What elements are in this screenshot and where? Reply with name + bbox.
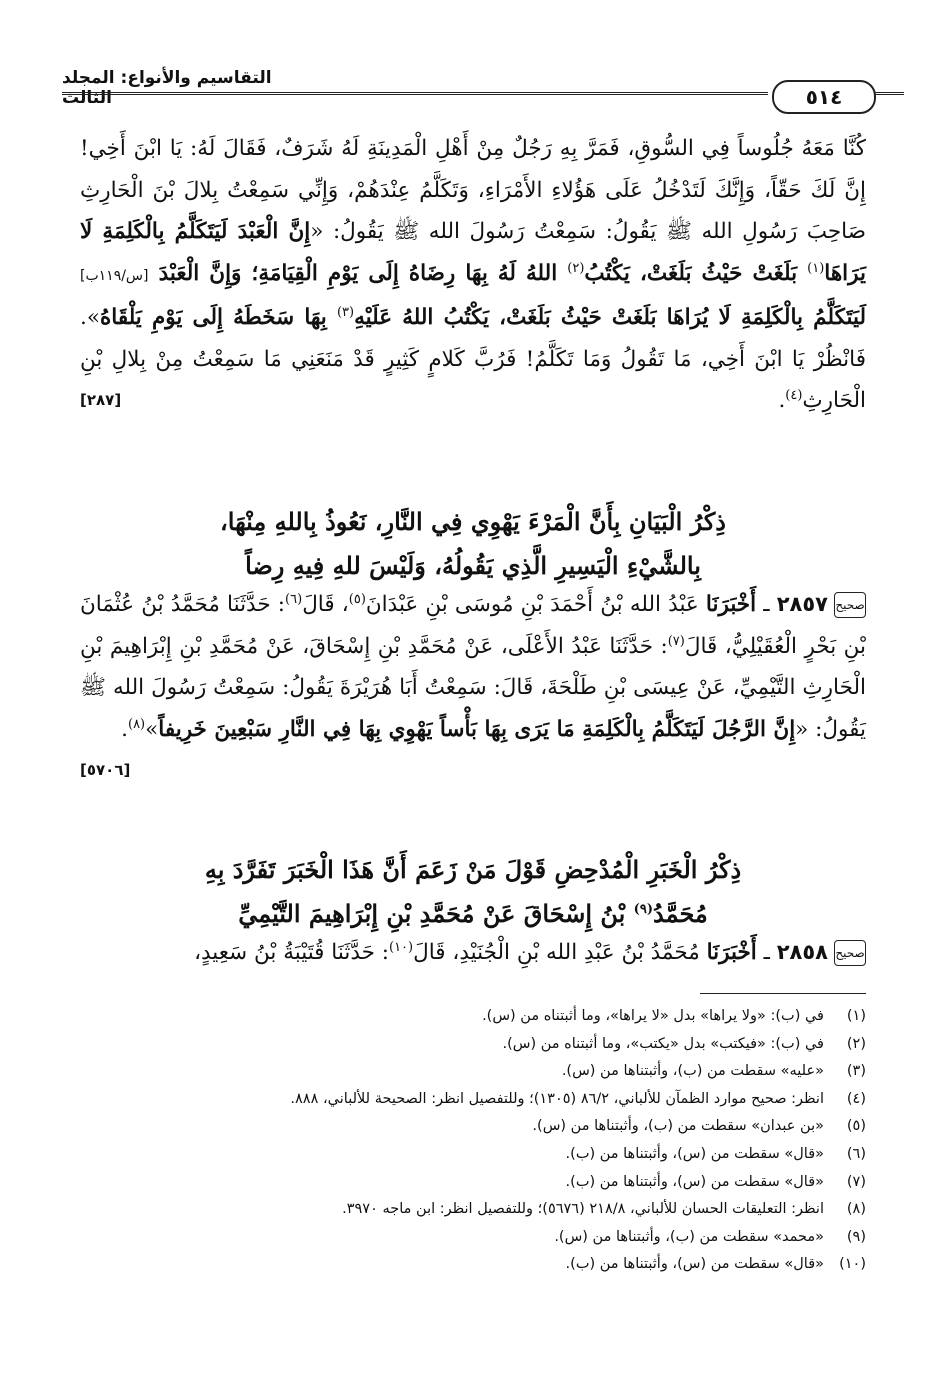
hadith-text: لَيَتَكَلَّمُ بِالْكَلِمَةِ لَا يُرَاهَا بَلَغَتْ حَيْثُ بَلَغَتْ، يَكْتُبُ اللهُ عَلَيْهِ — [354, 305, 866, 330]
chapter-heading-text: بْنُ إِسْحَاقَ عَنْ مُحَمَّدِ بْنِ إِبْرَاهِيمَ التَّيْمِيِّ — [238, 899, 634, 928]
chapter-heading-line: بِالشَّيْءِ الْيَسِيرِ الَّذِي يَقُولُهُ، وَلَيْسَ للهِ فِيهِ رِضاً — [245, 551, 701, 580]
grading-badge: صحيح — [834, 940, 866, 966]
grading-badge: صحيح — [834, 592, 866, 618]
paragraph — [80, 128, 866, 422]
footnote-number: (٩) — [846, 1228, 866, 1245]
footnote-ref[interactable]: (٦) — [285, 591, 303, 607]
isnad-text: مُحَمَّدُ بْنُ عَبْدِ الله بْنِ الْجُنَيْدِ، قَالَ — [413, 940, 707, 965]
footnote-ref[interactable]: (٢) — [567, 260, 585, 276]
footnote-number: (٢) — [846, 1035, 866, 1052]
running-title: التقاسيم والأنواع: المجلد الثالث — [62, 68, 272, 108]
header-rule-end — [874, 92, 904, 95]
footnote — [80, 1141, 866, 1169]
manuscript-ref: [س/١١٩ب] — [80, 267, 149, 284]
period: . — [778, 388, 786, 413]
hadith-text: بَلَغَتْ حَيْثُ بَلَغَتْ، يَكْتُبُ — [584, 260, 808, 286]
footnote — [80, 1031, 866, 1059]
footnote-number: (١) — [846, 1008, 866, 1024]
footnote-text: «محمد» سقطت من (ب)، وأثبتناها من (س). — [554, 1228, 824, 1245]
footnote-ref[interactable]: (٤) — [785, 387, 803, 403]
chapter-heading-line: ذِكْرُ الْبَيَانِ بِأَنَّ الْمَرْءَ يَهْوِي فِي النَّارِ، نَعُوذُ بِاللهِ مِنْهَا، — [220, 507, 726, 536]
footnote-ref[interactable]: (١٠) — [388, 939, 414, 955]
isnad-start: أَخْبَرَنَا — [705, 592, 757, 617]
isnad-text: عَبْدُ الله بْنُ أَحْمَدَ بْنِ مُوسَى بْنِ عَبْدَانَ — [365, 592, 706, 617]
footnote-divider — [700, 993, 866, 994]
hadith-text: إِنَّ الرَّجُلَ لَيَتَكَلَّمُ بِالْكَلِمَةِ مَا يَرَى بِهَا بَأْساً يَهْوِي بِهَا فِي النَّارِ سَبْعِينَ خَرِيفاً — [158, 716, 796, 742]
chapter-heading — [80, 500, 866, 588]
footnote — [80, 1251, 866, 1279]
isnad-text: ، قَالَ — [302, 592, 349, 617]
footnote-ref[interactable]: (١) — [807, 260, 825, 276]
hadith-entry-2858: صحيح٢٨٥٨ ـ أَخْبَرَنَا مُحَمَّدُ بْنُ عَبْدِ الله بْنِ الْجُنَيْدِ، قَالَ$^{(١٠)}$: حَدَّثَنَا قُتَيْبَةُ بْنُ سَعِيدٍ، — [194, 939, 865, 965]
isnad-start: أَخْبَرَنَا — [706, 940, 757, 965]
hadith-text: بِهَا سَخَطَهُ إِلَى يَوْمِ يَلْقَاهُ — [100, 305, 337, 330]
footnote-number: (٦) — [846, 1145, 866, 1162]
narration-text: ». فَانْظُرْ يَا ابْنَ أَخِي، مَا تَقُولُ وَمَا تَكَلَّمُ! فَرُبَّ كَلامٍ كَثِيرٍ قَدْ مَنَعَنِي مَا سَمِعْتُ مِنْ بِلالِ بْنِ الْحَارِثِ — [80, 305, 866, 413]
footnote-number: (٣) — [846, 1063, 866, 1080]
footnote — [80, 1169, 866, 1197]
footnote-number: (١٠) — [839, 1256, 866, 1273]
footnote — [80, 1003, 866, 1031]
footnote-ref[interactable]: (٩) — [633, 902, 653, 917]
footnote-text: «قال» سقطت من (س)، وأثبتناها من (ب). — [565, 1256, 824, 1273]
footnote — [80, 1196, 866, 1224]
hadith-text: اللهُ لَهُ بِهَا رِضَاهُ إِلَى يَوْمِ الْقِيَامَةِ؛ وَإِنَّ الْعَبْدَ — [148, 260, 568, 286]
footnote-number: (٤) — [846, 1090, 866, 1107]
footnote-text: في (ب): «ولا يراها» بدل «لا يراها»، وما أثبتناه من (س). — [482, 1008, 824, 1024]
isnad-text: : حَدَّثَنَا عَبْدُ الأَعْلَى، عَنْ مُحَمَّدِ بْنِ إِسْحَاقَ، عَنْ مُحَمَّدِ بْنِ إِبْرَاهِيمَ بْنِ الْحَارِثِ التَّيْمِيِّ، عَنْ عِيسَى بْنِ طَلْحَةَ، قَالَ: سَمِعْتُ أَبَا هُرَيْرَةَ يَقُولُ: سَمِعْتُ رَسُولَ الله ﷺ يَقُولُ: « — [80, 633, 866, 742]
footnote — [80, 1086, 866, 1114]
hadith-number: ٢٨٥٨ — [776, 940, 828, 964]
footnote-number: (٥) — [846, 1118, 866, 1135]
chapter-heading-text: مُحَمَّدُ — [652, 899, 708, 928]
period: . — [121, 716, 128, 742]
footnote-text: انظر: صحيح موارد الظمآن للألباني، ٨٦/٢ (١٣٠٥)؛ وللتفصيل انظر: الصحيحة للألباني، ٨٨٨. — [290, 1090, 824, 1107]
footnote-text: «بن عبدان» سقطت من (ب)، وأثبتناها من (س). — [532, 1118, 824, 1135]
footnote-number: (٧) — [846, 1173, 866, 1190]
page-header — [62, 62, 884, 114]
footnote-text: «قال» سقطت من (س)، وأثبتناها من (ب). — [565, 1173, 824, 1190]
hadith-number: ٢٨٥٧ — [776, 592, 828, 616]
hadith-entry-2857: صحيح٢٨٥٧ ـ أَخْبَرَنَا عَبْدُ الله بْنُ أَحْمَدَ بْنِ مُوسَى بْنِ عَبْدَانَ$^{(٥)}$، قَالَ$^{(٦)}$: حَدَّثَنَا مُحَمَّدُ بْنُ عُثْمَانَ بْنِ بَحْرٍ الْعُقَيْلِيُّ، قَالَ$^{(٧)}$: حَدَّثَنَا عَبْدُ الأَعْلَى، عَنْ مُحَمَّدِ بْنِ إِسْحَاقَ، عَنْ مُحَمَّدِ بْنِ إِبْرَاهِيمَ بْنِ الْحَارِثِ التَّيْمِيِّ، عَنْ عِيسَى بْنِ طَلْحَةَ، قَالَ: سَمِعْتُ أَبَا هُرَيْرَةَ يَقُولُ: سَمِعْتُ رَسُولَ الله ﷺ يَقُولُ: «إِنَّ الرَّجُلَ لَيَتَكَلَّمُ بِالْكَلِمَةِ مَا يَرَى بِهَا بَأْساً يَهْوِي بِهَا فِي النَّارِ سَبْعِينَ خَرِيفاً»$^{(٨)}$. [٥٧٠٦] — [80, 584, 866, 792]
footnote-ref[interactable]: (٣) — [336, 304, 355, 320]
isnad-text: : حَدَّثَنَا مُحَمَّدُ بْنُ عُثْمَانَ بْنِ بَحْرٍ الْعُقَيْلِيُّ، قَالَ — [80, 592, 867, 659]
chapter-heading-line — [80, 892, 866, 936]
footnote-ref[interactable]: (٧) — [667, 633, 685, 649]
cross-reference: [٥٧٠٦] — [80, 761, 131, 779]
continued-text — [80, 128, 866, 422]
footnotes-list — [80, 1003, 866, 1279]
footnote — [80, 1113, 866, 1141]
header-rule — [62, 92, 768, 95]
isnad-text: : حَدَّثَنَا قُتَيْبَةُ بْنُ سَعِيدٍ، — [194, 940, 389, 965]
cross-reference: [٢٨٧] — [80, 391, 122, 409]
page-number: ٥١٤ — [772, 80, 876, 114]
quote-close: » — [145, 716, 159, 742]
footnote-text: في (ب): «فيكتب» بدل «يكتب»، وما أثبتناه من (س). — [502, 1035, 824, 1052]
narration-text: كُنَّا مَعَهُ جُلُوساً فِي السُّوقِ، فَمَرَّ بِهِ رَجُلٌ مِنْ أَهْلِ الْمَدِينَةِ لَهُ شَرَفٌ، فَقَالَ لَهُ: يَا ابْنَ أَخِي! إِنَّ لَكَ حَقّاً، وَإِنَّكَ لَتَدْخُلُ عَلَى هَؤُلاءِ الأَمْرَاءِ، وَتَكَلَّمُ عِنْدَهُمْ، وَإِنِّي سَمِعْتُ بِلالَ بْنَ الْحَارِثِ صَاحِبَ رَسُولِ الله ﷺ يَقُولُ: سَمِعْتُ رَسُولَ الله ﷺ يَقُولُ: « — [80, 136, 866, 244]
footnote — [80, 1224, 866, 1252]
footnote-text: «عليه» سقطت من (ب)، وأثبتناها من (س). — [561, 1063, 824, 1080]
footnote-number: (٨) — [846, 1201, 866, 1218]
footnote-text: «قال» سقطت من (س)، وأثبتناها من (ب). — [565, 1145, 824, 1162]
footnote-text: انظر: التعليقات الحسان للألباني، ٢١٨/٨ (٥٦٧٦)؛ وللتفصيل انظر: ابن ماجه ٣٩٧٠. — [342, 1201, 824, 1218]
footnote-ref[interactable]: (٥) — [348, 591, 366, 607]
chapter-heading-line: ذِكْرُ الْخَبَرِ الْمُدْحِضِ قَوْلَ مَنْ زَعَمَ أَنَّ هَذَا الْخَبَرَ تَفَرَّدَ بِهِ — [204, 855, 742, 884]
footnote — [80, 1058, 866, 1086]
hadith-text: إِنَّ الْعَبْدَ لَيَتَكَلَّمُ بِالْكَلِمَةِ لَا يَرَاهَا — [80, 219, 866, 286]
chapter-heading — [80, 848, 866, 936]
footnote-ref[interactable]: (٨) — [127, 716, 146, 732]
